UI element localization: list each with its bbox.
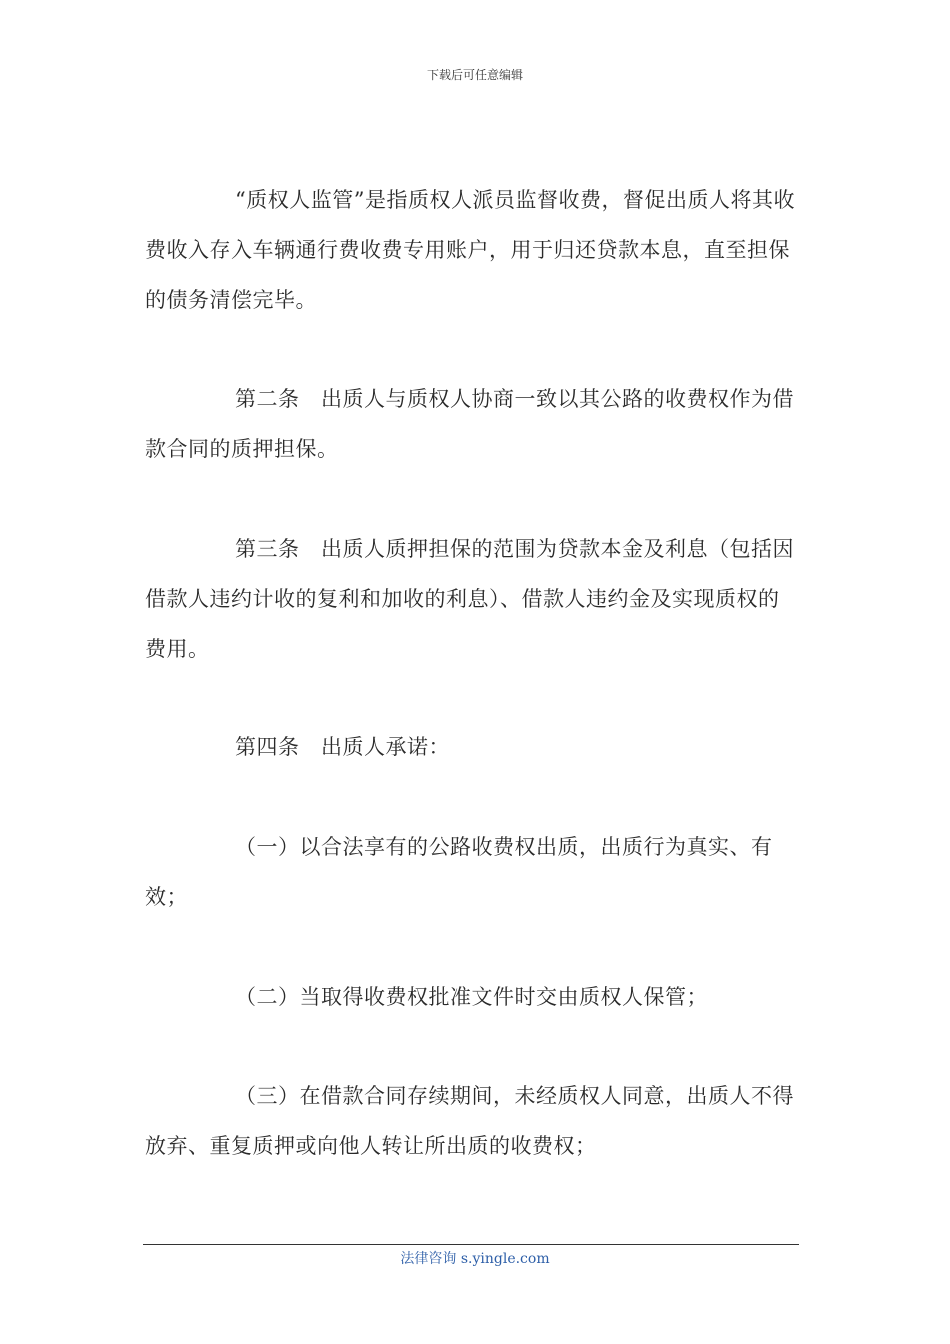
paragraph-item-1: （一）以合法享有的公路收费权出质，出质行为真实、有效； <box>145 835 773 909</box>
footer-link[interactable]: 法律咨询 s.yingle.com <box>400 1251 550 1267</box>
paragraph-article-4: 第四条 出质人承诺： <box>235 735 450 759</box>
paragraph-article-2: 第二条 出质人与质权人协商一致以其公路的收费权作为借款合同的质押担保。 <box>145 387 794 461</box>
paragraph-item-3: （三）在借款合同存续期间，未经质权人同意，出质人不得放弃、重复质押或向他人转让所出质的收费权； <box>145 1084 794 1158</box>
header-note: 下载后可任意编辑 <box>426 68 523 82</box>
footer-divider <box>143 1244 799 1245</box>
paragraph-definition: “质权人监管”是指质权人派员监督收费，督促出质人将其收费收入存入车辆通行费收费专用账户，用于归还贷款本息，直至担保的债务清偿完毕。 <box>145 188 795 312</box>
paragraph-item-2: （二）当取得收费权批准文件时交由质权人保管； <box>235 985 708 1009</box>
paragraph-article-3: 第三条 出质人质押担保的范围为贷款本金及利息（包括因借款人违约计收的复利和加收的利息）、借款人违约金及实现质权的费用。 <box>145 537 794 661</box>
